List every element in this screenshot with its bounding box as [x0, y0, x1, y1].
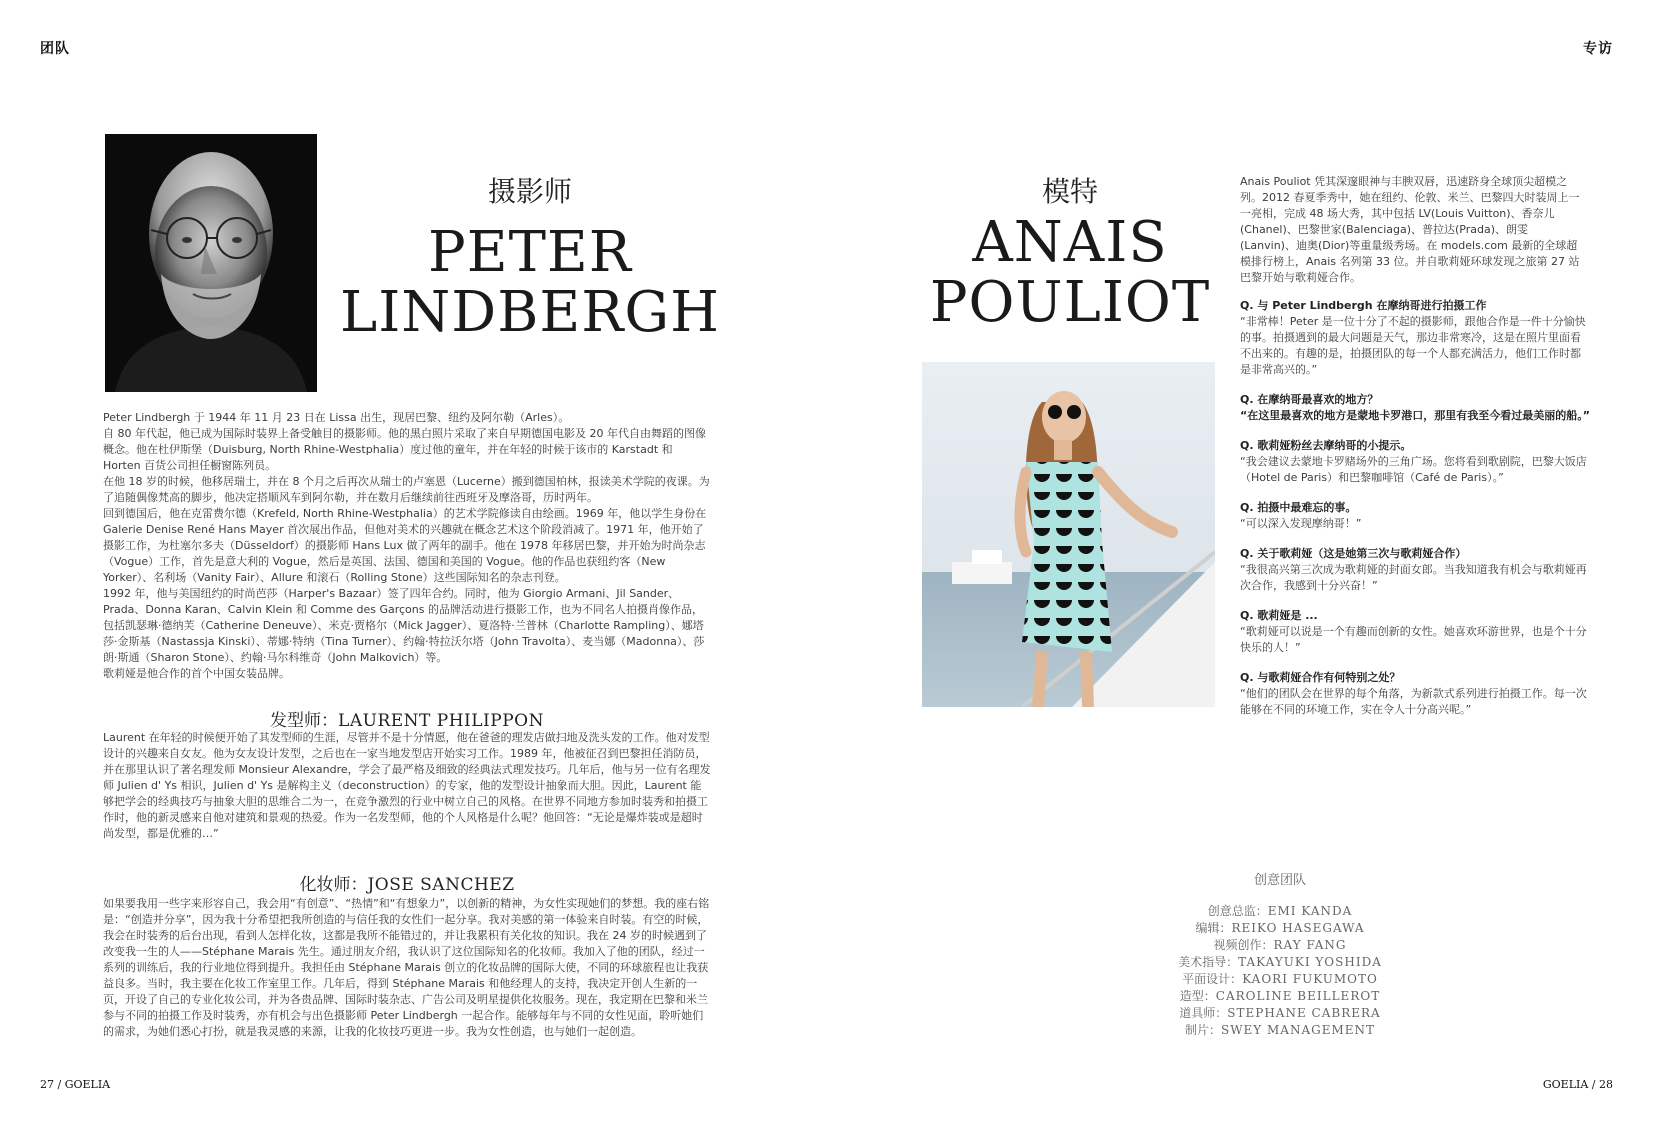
bio-paragraph: Peter Lindbergh 于 1944 年 11 月 23 日在 Lissa 出生，现居巴黎、纽约及阿尔勒（Arles）。 [103, 411, 570, 424]
qa-item [1240, 608, 1590, 656]
makeup-name: JOSE SANCHEZ [367, 875, 515, 895]
bio-paragraph: 1992 年，他与美国纽约的时尚芭莎（Harper's Bazaar）签了四年合约。同时，他为 Giorgio Armani、Jil Sander、Prada、Donna Karan、Calvin Klein 和 Comme des Garçons 的品牌活动进行摄影工作，也为不同名人拍摄肖像作品，包括凯瑟琳·德纳芙（Catherine Deneuve）、米克·贾格尔（Mick Jagger）、夏洛特·兰普林（Charlotte Rampling）、娜塔莎·金斯基（Nastassja Kinski）、蒂娜·特纳（Tina Turner）、约翰·特拉沃尔塔（John Travolta）、麦当娜（Madonna）、莎朗·斯通（Sharon Stone）、约翰·马尔科维奇（John Malkovich）等。 [103, 587, 705, 664]
credit-role: 平面设计： [1182, 972, 1243, 986]
qa-answer: “我会建议去蒙地卡罗赌场外的三角广场。您将看到歌剧院，巴黎大饭店（Hotel de Paris）和巴黎咖啡馆（Café de Paris）。” [1240, 455, 1587, 484]
qa-item [1240, 500, 1590, 532]
qa-question: Q. 与 Peter Lindbergh 在摩纳哥进行拍摄工作 [1240, 299, 1487, 312]
credits-title: 创意团队 [1253, 873, 1306, 888]
qa-answer: “在这里最喜欢的地方是蒙地卡罗港口，那里有我至今看过最美丽的船。” [1240, 409, 1590, 422]
hairstylist-role: 发型师： [270, 711, 339, 731]
qa-item [1240, 438, 1590, 486]
hairstylist-heading [103, 706, 711, 731]
credit-line [1130, 954, 1430, 971]
folio-left: 27 / GOELIA [40, 1078, 111, 1091]
credits-block [1130, 872, 1430, 1039]
credit-line [1130, 1005, 1430, 1022]
model-intro: Anais Pouliot 凭其深邃眼神与丰腴双唇，迅速跻身全球顶尖超模之列。2012 春夏季秀中，她在纽约、伦敦、米兰、巴黎四大时装周上一一亮相，完成 48 场大秀，其中包括 LV(Louis Vuitton)、香奈儿(Chanel)、巴黎世家(Balenciaga)、普拉达(Prada)、朗雯(Lanvin)、迪奥(Dior)等重量级秀场。在 models.com 最新的全球超模排行榜上，Anais 名列第 33 位。并自歌莉娅环球发现之旅第 27 站巴黎开始与歌莉娅合作。 [1240, 175, 1580, 284]
credit-role: 造型： [1179, 989, 1216, 1003]
credit-role: 制片： [1184, 1023, 1221, 1037]
photographer-name-line1: PETER [428, 220, 632, 285]
credit-role: 道具师： [1179, 1006, 1228, 1020]
credit-name: RAY FANG [1273, 938, 1347, 952]
credit-name: STEPHANE CABRERA [1227, 1006, 1381, 1020]
credit-name: TAKAYUKI YOSHIDA [1238, 955, 1382, 969]
qa-answer: “可以深入发现摩纳哥！” [1240, 517, 1362, 530]
credit-role: 视频创作： [1213, 938, 1274, 952]
credit-line [1130, 971, 1430, 988]
model-qa-list [1240, 298, 1590, 732]
credit-line [1130, 903, 1430, 920]
bio-paragraph: 自 80 年代起，他已成为国际时装界上备受触目的摄影师。他的黑白照片采取了来自早期德国电影及 20 年代自由舞蹈的图像概念。他在杜伊斯堡（Duisburg, North Rhine-Westphalia）度过他的童年，并在年轻的时候于该市的 Karstadt 和 Horten 百货公司担任橱窗陈列员。 [103, 427, 706, 472]
qa-item [1240, 670, 1590, 718]
qa-item [1240, 298, 1590, 378]
photographer-portrait [105, 134, 317, 392]
model-cn-title: 模特 [1041, 175, 1098, 208]
bio-paragraph: 歌莉娅是他合作的首个中国女装品牌。 [103, 667, 290, 680]
qa-question: Q. 歌莉娅粉丝去摩纳哥的小提示。 [1240, 439, 1412, 452]
qa-question: Q. 关于歌莉娅（这是她第三次与歌莉娅合作） [1240, 547, 1467, 560]
credit-role: 编辑： [1195, 921, 1232, 935]
credit-name: REIKO HASEGAWA [1231, 921, 1365, 935]
credit-role: 创意总监： [1207, 904, 1268, 918]
qa-question: Q. 歌莉娅是 ... [1240, 609, 1318, 622]
qa-answer: “非常棒！Peter 是一位十分了不起的摄影师，跟他合作是一件十分愉快的事。拍摄遇到的最大问题是天气，那边非常寒冷，这是在照片里面看不出来的。有趣的是，拍摄团队的每一个人都充满活力，他们工作时都是非常高兴的。” [1240, 315, 1586, 376]
qa-answer: “他们的团队会在世界的每个角落，为新款式系列进行拍摄工作。每一次能够在不同的环境工作，实在令人十分高兴呢。” [1240, 687, 1587, 716]
makeup-role: 化妆师： [299, 875, 368, 895]
bio-paragraph: 在他 18 岁的时候，他移居瑞士，并在 8 个月之后再次从瑞士的卢塞恩（Lucerne）搬到德国柏林，报读美术学院的夜课。为了追随偶像梵高的脚步，他决定搭顺风车到阿尔勒，并在数月后继续前往西班牙及摩洛哥，历时两年。 [103, 475, 710, 504]
credit-role: 美术指导： [1178, 955, 1239, 969]
folio-right: GOELIA / 28 [1542, 1078, 1613, 1091]
photographer-name-line2: LINDBERGH [340, 280, 720, 345]
model-photo [922, 362, 1215, 707]
makeup-heading [103, 870, 711, 895]
credit-name: EMI KANDA [1267, 904, 1353, 918]
hairstylist-bio: Laurent 在年轻的时候便开始了其发型师的生涯，尽管并不是十分情愿，他在爸爸的理发店做扫地及洗头发的工作。他对发型设计的兴趣来自女友。他为女友设计发型，之后也在一家当地发型店开始实习工作。1989 年，他被征召到巴黎担任消防员，并在那里认识了著名理发师 Monsieur Alexandre，学会了最严格及细致的经典法式理发技巧。几年后，他与另一位有名理发师 Julien d' Ys 相识，Julien d' Ys 是解构主义（deconstruction）的专家，他的发型设计抽象而大胆。因此，Laurent 能够把学会的经典技巧与抽象大胆的思维合二为一，在竞争激烈的行业中树立自己的风格。在世界不同地方参加时装秀和拍摄工作时，他的新灵感来自他对建筑和景观的热爱。作为一名发型师，他的个人风格是什么呢？他回答：“无论是爆炸装或是超时尚发型，都是优雅的…” [103, 731, 711, 840]
photographer-cn-title: 摄影师 [487, 175, 572, 208]
qa-answer: “歌莉娅可以说是一个有趣而创新的女性。她喜欢环游世界，也是个十分快乐的人！” [1240, 625, 1587, 654]
model-photo-illustration [922, 362, 1215, 707]
credit-line [1130, 937, 1430, 954]
qa-answer: “我很高兴第三次成为歌莉娅的封面女郎。当我知道我有机会与歌莉娅再次合作，我感到十分兴奋！” [1240, 563, 1587, 592]
credit-name: SWEY MANAGEMENT [1220, 1023, 1376, 1037]
qa-item [1240, 392, 1590, 424]
hairstylist-name: LAURENT PHILIPPON [338, 711, 544, 731]
credit-name: KAORI FUKUMOTO [1242, 972, 1378, 986]
qa-question: Q. 在摩纳哥最喜欢的地方？ [1240, 393, 1379, 406]
qa-item [1240, 546, 1590, 594]
makeup-bio: 如果要我用一些字来形容自己，我会用“有创意”、“热情”和“有想象力”，以创新的精神，为女性实现她们的梦想。我的座右铭是：“创造并分享”，因为我十分希望把我所创造的与信任我的女性们一起分享。我对美感的第一体验来自时装。有空的时候，我会在时装秀的后台出现，看到人怎样化妆，这都是我所不能错过的，并让我累积有关化妆的知识。我在 24 岁的时候遇到了改变我一生的人——Stéphane Marais 先生。通过朋友介绍，我认识了这位国际知名的化妆师。我加入了他的团队，经过一系列的训练后，我的行业地位得到提升。我担任由 Stéphane Marais 创立的化妆品牌的国际大使，不同的环球旅程也让我获益良多。当时，我主要在化妆工作室里工作。几年后，得到 Stéphane Marais 和他经理人的支持，我决定开创人生新的一页，开设了自己的专业化妆公司，并为各贵品牌、国际时装杂志、广告公司及明星提供化妆服务。现在，我定期在巴黎和米兰参与不同的拍摄工作及时装秀，亦有机会与出色摄影师 Peter Lindbergh 一起合作。能够每年与不同的女性见面，聆听她们的需求，为她们悉心打扮，就是我灵感的来源，让我的化妆技巧更进一步。我为女性创造，也与她们一起创造。 [103, 897, 710, 1038]
model-name-line1: ANAIS [972, 210, 1168, 275]
bio-paragraph: 回到德国后，他在克雷费尔德（Krefeld, North Rhine-Westphalia）的艺术学院修读自由绘画。1969 年，他以学生身份在 Galerie Denise René Hans Mayer 首次展出作品，但他对美术的兴趣就在概念艺术这个阶段消减了。1971 年，他开始了摄影工作，为杜塞尔多夫（Düsseldorf）的摄影师 Hans Lux 做了两年的副手。他在 1978 年移居巴黎，并开始为时尚杂志（Vogue）工作，首先是意大利的 Vogue，然后是英国、法国、德国和美国的 Vogue。他的作品也获纽约客（New Yorker）、名利场（Vanity Fair）、Allure 和滚石（Rolling Stone）这些国际知名的杂志刊登。 [103, 507, 707, 584]
credit-line [1130, 920, 1430, 937]
qa-question: Q. 与歌莉娅合作有何特别之处？ [1240, 671, 1401, 684]
portrait-illustration [105, 134, 317, 392]
credit-line [1130, 988, 1430, 1005]
qa-question: Q. 拍摄中最难忘的事。 [1240, 501, 1357, 514]
model-name-line2: POULIOT [929, 270, 1211, 335]
section-label-right: 专访 [1583, 41, 1613, 57]
credit-name: CAROLINE BEILLEROT [1215, 989, 1381, 1003]
credit-line [1130, 1022, 1430, 1039]
section-label-left: 团队 [40, 41, 70, 57]
photographer-bio [103, 410, 711, 682]
